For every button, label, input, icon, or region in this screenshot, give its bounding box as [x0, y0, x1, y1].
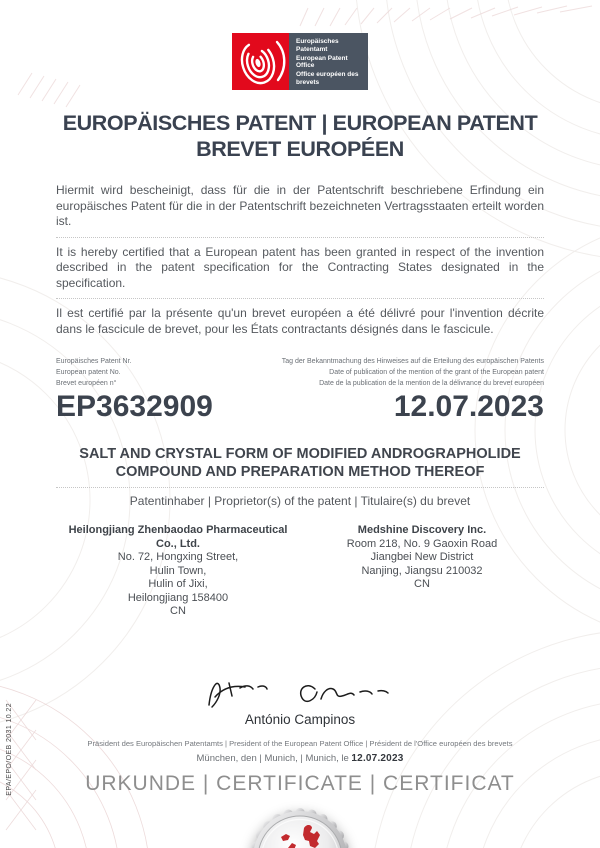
patent-number-labels [56, 356, 132, 389]
field-labels-row [56, 356, 544, 389]
publication-date-label-fr: Date de la publication de la mention de la délivrance du brevet européen [319, 380, 544, 387]
proprietor-address-line: Jiangbei New District [370, 551, 474, 563]
proprietor-name: Medshine Discovery Inc. [357, 524, 487, 536]
proprietor-address-line: CN [170, 605, 186, 617]
proprietor-address-line: Heilongjiang 158400 [127, 591, 229, 604]
proprietor-address-line: No. 72, Hongxing Street, [117, 551, 239, 563]
place-date-label: München, den | Munich, | Munich, le [196, 752, 349, 764]
certificate-word-line: URKUNDE | CERTIFICATE | CERTIFICAT [85, 771, 515, 795]
epo-logo-text [289, 33, 368, 90]
publication-date-labels [282, 356, 544, 389]
page-title [56, 110, 544, 162]
logo-line-fr: Office européen des brevets [296, 71, 359, 86]
patent-number-label-en: European patent No. [56, 369, 121, 376]
proprietor-name: Heilongjiang Zhenbaodao Pharmaceutical Co., Ltd. [68, 524, 288, 550]
epo-fingerprint-icon [232, 33, 289, 90]
seal-area [56, 806, 544, 848]
invention-title [56, 446, 544, 481]
proprietors-heading: Patentinhaber | Proprietor(s) of the patent | Titulaire(s) du brevet [129, 494, 471, 508]
signature-block [56, 665, 544, 727]
certification-paragraphs [56, 176, 544, 344]
grant-date: 12.07.2023 [351, 752, 404, 764]
logo-line-de: Europäisches Patentamt [296, 38, 339, 53]
page-title-line1: EUROPÄISCHES PATENT | EUROPEAN PATENT [62, 111, 538, 135]
field-values-row [56, 390, 544, 424]
logo-line-en: European Patent Office [296, 54, 348, 69]
publication-date-label-en: Date of publication of the mention of the grant of the European patent [329, 369, 544, 376]
publication-date-label-de: Tag der Bekanntmachung des Hinweises auf die Erteilung des europäischen Patents [281, 358, 544, 365]
publication-date-value: 12.07.2023 [393, 390, 544, 423]
patent-number-value: EP3632909 [56, 390, 213, 423]
form-code-vertical: EPA/EPO/OEB 2031 10.22 [6, 703, 13, 796]
europe-seal-icon [248, 806, 352, 848]
proprietor-block [56, 524, 300, 619]
certification-text-de: Hiermit wird bescheinigt, dass für die in der Patentschrift beschriebene Erfindung ein europäisches Patent für die in der Patentschrift bezeichneten Vertragsstaaten erteilt worden ist. [56, 183, 544, 228]
president-title-line: Präsident des Europäischen Patentamts | President of the European Patent Office | Président de l'Office européen des brevets [87, 738, 513, 748]
invention-title-line2: COMPOUND AND PREPARATION METHOD THEREOF [115, 463, 485, 480]
president-name: António Campinos [244, 711, 356, 727]
logo-row [56, 0, 544, 90]
patent-number-label-fr: Brevet européen n° [56, 380, 117, 387]
patent-number-label-de: Europäisches Patent Nr. [56, 358, 132, 365]
certification-text-en: It is hereby certified that a European patent has been granted in respect of the invention described in the patent specification for the Contracting States designated in the specification. [56, 244, 544, 290]
proprietor-address-line: Hulin of Jixi, [148, 578, 208, 590]
proprietor-address-line: Room 218, No. 9 Gaoxin Road [346, 537, 498, 550]
signature-icon [195, 665, 405, 711]
proprietors-row [56, 524, 544, 619]
proprietor-address-line: Nanjing, Jiangsu 210032 [361, 564, 483, 577]
proprietor-block [300, 524, 544, 619]
invention-title-line1: SALT AND CRYSTAL FORM OF MODIFIED ANDROGRAPHOLIDE [79, 446, 521, 462]
certification-text-fr: Il est certifié par la présente qu'un brevet européen a été délivré pour l'invention décrite dans le fascicule de brevet, pour les États contractants désignés dans le fascicule. [56, 306, 544, 336]
epo-logo [232, 33, 368, 90]
page-title-line2: BREVET EUROPÉEN [196, 137, 404, 161]
place-date-line [56, 753, 544, 764]
proprietor-address-line: Hulin Town, [149, 564, 207, 577]
proprietor-address-line: CN [414, 578, 430, 590]
